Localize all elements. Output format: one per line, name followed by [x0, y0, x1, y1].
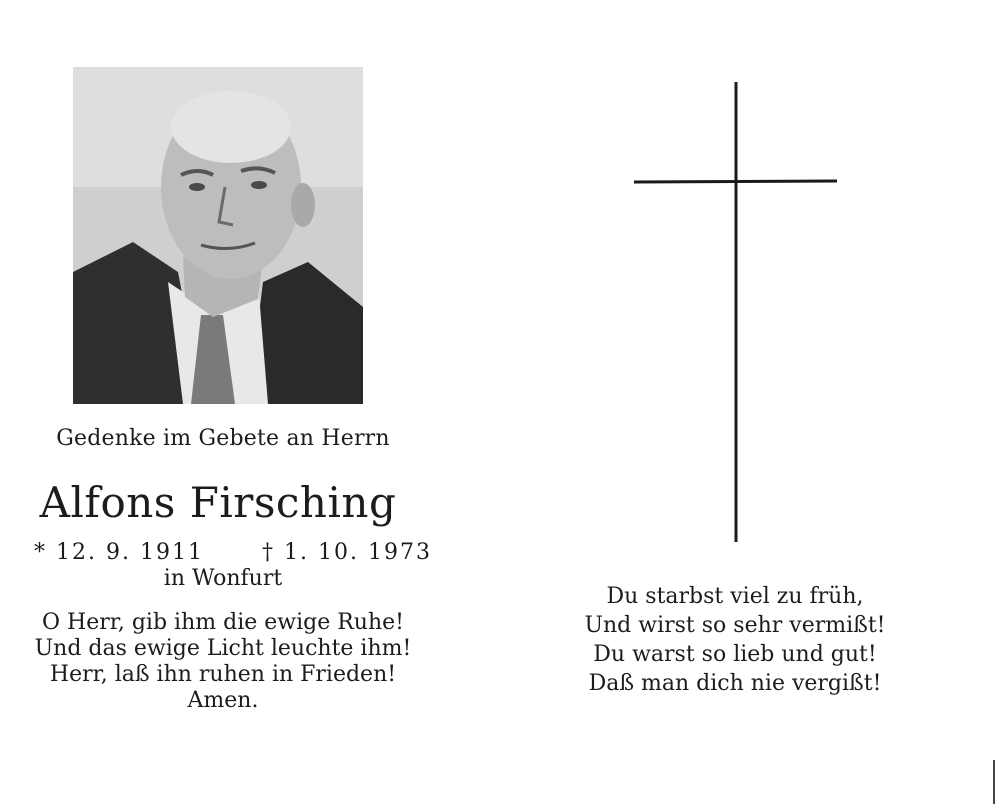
place-text: in Wonfurt	[163, 566, 283, 591]
memorial-verse	[560, 582, 910, 698]
verse-line: Du warst so lieb und gut!	[593, 642, 877, 667]
prayer-line: Amen.	[187, 688, 259, 713]
scan-edge-mark	[993, 760, 995, 804]
verse-line: Und wirst so sehr vermißt!	[584, 613, 886, 638]
prayer-line: O Herr, gib ihm die ewige Ruhe!	[42, 610, 404, 635]
verse-line: Daß man dich nie vergißt!	[588, 671, 882, 696]
intro-text: Gedenke im Gebete an Herrn	[56, 426, 390, 451]
death-date: † 1. 10. 1973	[262, 540, 432, 565]
birth-date: * 12. 9. 1911	[34, 540, 204, 565]
deceased-name: Alfons Firsching	[39, 478, 397, 527]
prayer-line: Und das ewige Licht leuchte ihm!	[34, 636, 412, 661]
portrait-image	[73, 67, 363, 404]
prayer-line: Herr, laß ihn ruhen in Frieden!	[49, 662, 397, 687]
verse-line: Du starbst viel zu früh,	[606, 584, 864, 609]
cross-icon	[630, 82, 840, 542]
portrait-photo	[73, 67, 363, 404]
prayer-text	[18, 610, 428, 714]
